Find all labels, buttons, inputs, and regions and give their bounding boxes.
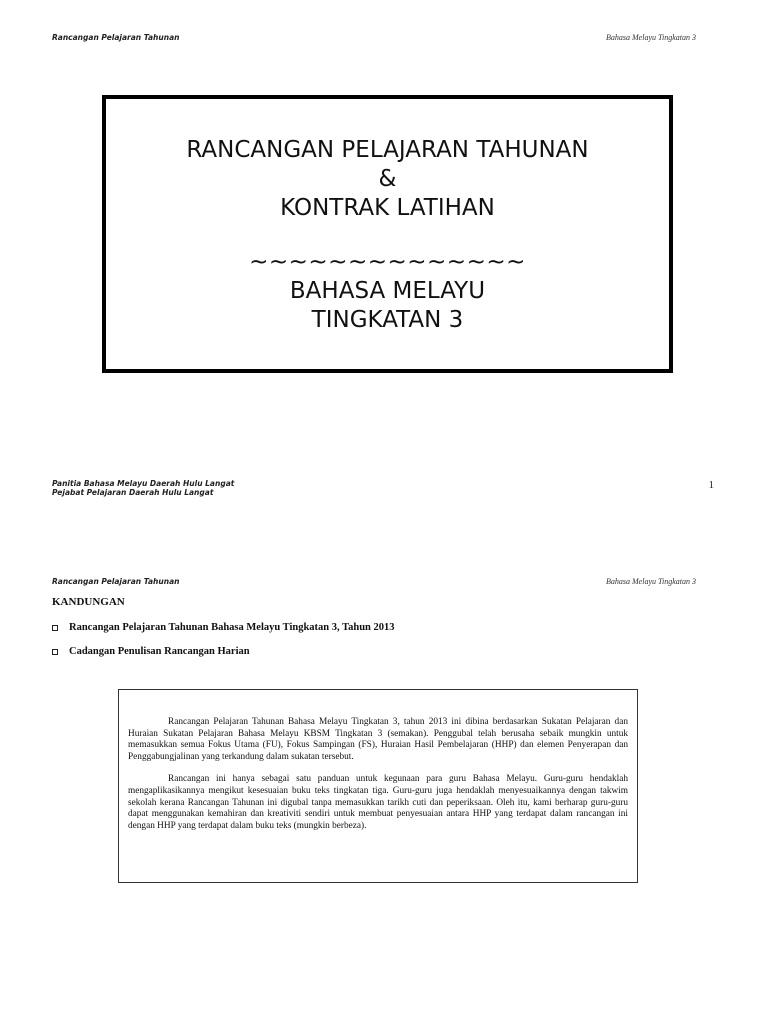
title-box — [102, 95, 673, 373]
intro-paragraph-1: Rancangan Pelajaran Tahunan Bahasa Melayu Tingkatan 3, tahun 2013 ini dibina berdasarkan Sukatan Pelajaran dan Huraian Sukatan Pelajaran Bahasa Melayu KBSM Tingkatan 3 (semakan). Penggubal telah berusaha sebaik mungkin untuk memasukkan semua Fokus Utama (FU), Fokus Sampingan (FS), Huraian Hasil Pembelajaran (HHP) dan elemen Penyerapan dan Penggabungjalinan yang terkandung dalam sukatan tersebut. — [128, 717, 628, 762]
square-bullet-icon — [52, 625, 58, 631]
list-item-label: Rancangan Pelajaran Tahunan Bahasa Melayu Tingkatan 3, Tahun 2013 — [69, 622, 395, 633]
square-bullet-icon — [52, 649, 58, 655]
intro-note-box — [118, 689, 638, 883]
list-item-label: Cadangan Penulisan Rancangan Harian — [69, 646, 250, 657]
page1-header-right: Bahasa Melayu Tingkatan 3 — [606, 33, 696, 42]
footer-line-1: Panitia Bahasa Melayu Daerah Hulu Langat — [52, 479, 235, 488]
section-title: KANDUNGAN — [52, 596, 125, 608]
page2-header-left: Rancangan Pelajaran Tahunan — [52, 577, 180, 586]
page2-header-right: Bahasa Melayu Tingkatan 3 — [606, 577, 696, 586]
list-item — [52, 646, 250, 657]
title-line-3: KONTRAK LATIHAN — [280, 195, 495, 221]
intro-paragraph-2: Rancangan ini hanya sebagai satu panduan untuk kegunaan para guru Bahasa Melayu. Guru-guru hendaklah mengaplikasikannya mengikut kesesuaian buku teks tingkatan tiga. Guru-guru juga hendaklah menyesuaikannya dengan takwim sekolah kerana Rancangan Tahunan ini digubal tanpa memasukkan tarikh cuti dan peperiksaan. Oleh itu, kami berharap guru-guru dapat menggunakan kemahiran dan kreativiti sendiri untuk membuat penyesuaian antara HHP yang terdapat dalam rancangan ini dengan HHP yang terdapat dalam buku teks (mungkin berbeza). — [128, 774, 628, 831]
title-line-5: TINGKATAN 3 — [311, 307, 464, 333]
list-item — [52, 622, 395, 633]
page1-header-left: Rancangan Pelajaran Tahunan — [52, 33, 180, 42]
page-number: 1 — [708, 479, 714, 491]
page1-footer — [52, 479, 234, 497]
tilde-divider: ~~~~~~~~~~~~~~ — [249, 249, 526, 275]
title-ampersand: & — [378, 166, 397, 192]
footer-line-2: Pejabat Pelajaran Daerah Hulu Langat — [52, 488, 214, 497]
title-line-4: BAHASA MELAYU — [289, 278, 486, 304]
title-line-1: RANCANGAN PELAJARAN TAHUNAN — [186, 137, 589, 163]
